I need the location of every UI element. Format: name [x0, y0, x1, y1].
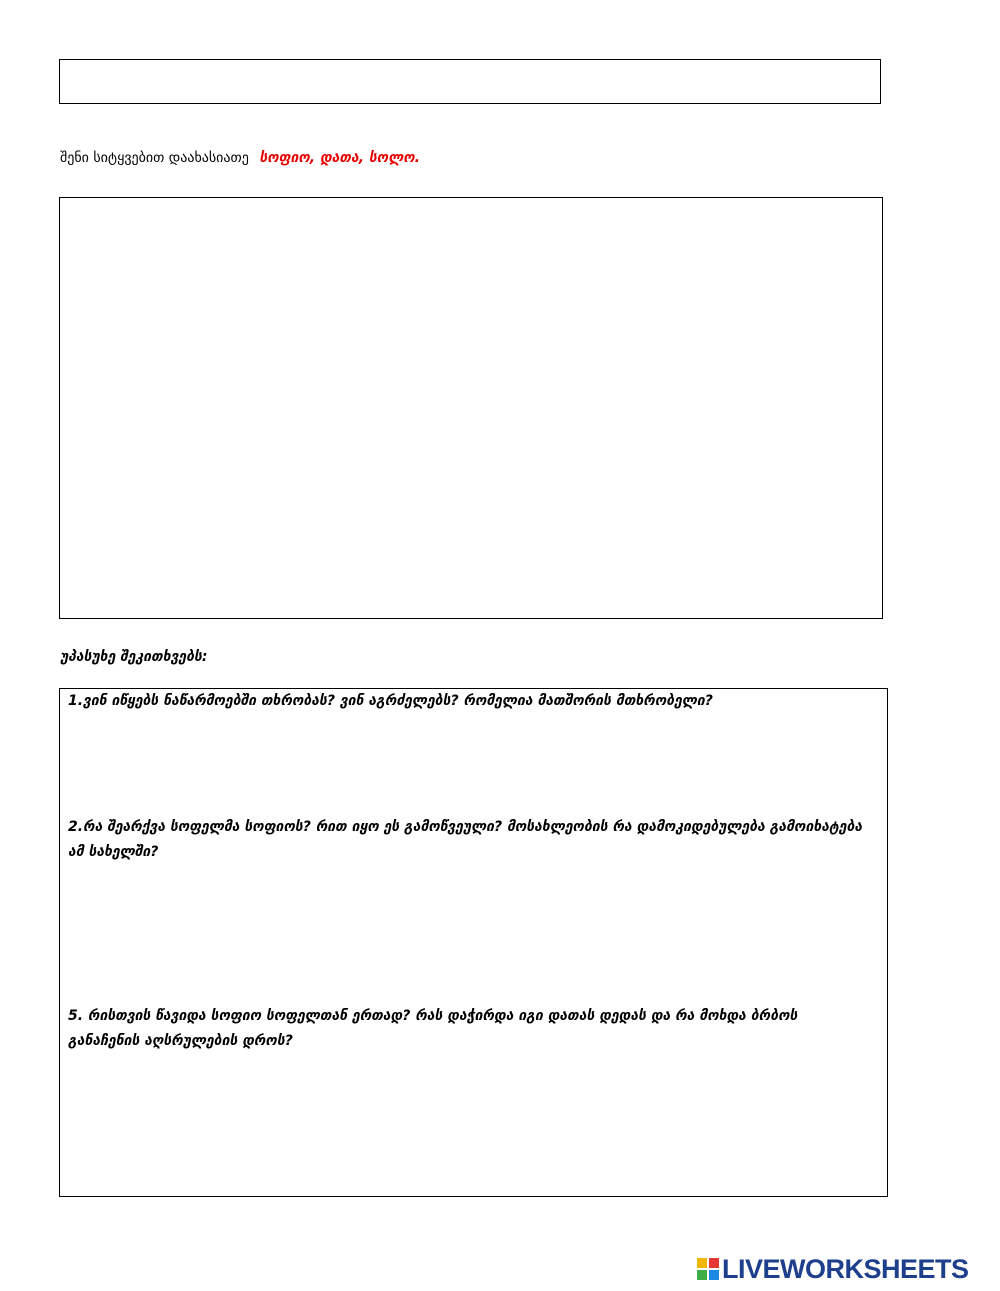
- logo-square-yellow: [697, 1258, 707, 1268]
- question-1: 1.ვინ იწყებს ნაწარმოებში თხრობას? ვინ აგრძელებს? რომელია მათშორის მთხრობელი?: [68, 693, 713, 709]
- instruction-line: [60, 150, 420, 166]
- instruction-text: შენი სიტყვებით დაახასიათე: [60, 150, 249, 166]
- answer-questions-heading: უპასუხე შეკითხვებს:: [60, 649, 208, 665]
- character-names: სოფიო, დათა, სოლო.: [259, 150, 420, 166]
- liveworksheets-logo-icon: [697, 1258, 719, 1280]
- question-5: 5. რისთვის წავიდა სოფიო სოფელთან ერთად? რას დაჭირდა იგი დათას დედას და რა მოხდა ბრბოს განაჩენის აღსრულების დროს?: [68, 1008, 798, 1049]
- characterization-answer-box[interactable]: [59, 197, 883, 619]
- questions-answer-box[interactable]: [59, 688, 888, 1197]
- logo-square-green: [697, 1270, 707, 1280]
- logo-square-red: [709, 1258, 719, 1268]
- question-2: 2.რა შეარქვა სოფელმა სოფიოს? რით იყო ეს გამოწვეული? მოსახლეობის რა დამოკიდებულება გამოიხატება ამ სახელში?: [68, 819, 863, 860]
- liveworksheets-logo: [697, 1254, 969, 1284]
- logo-text: LIVEWORKSHEETS: [722, 1253, 969, 1284]
- logo-square-blue: [709, 1270, 719, 1280]
- title-answer-box[interactable]: [59, 59, 881, 104]
